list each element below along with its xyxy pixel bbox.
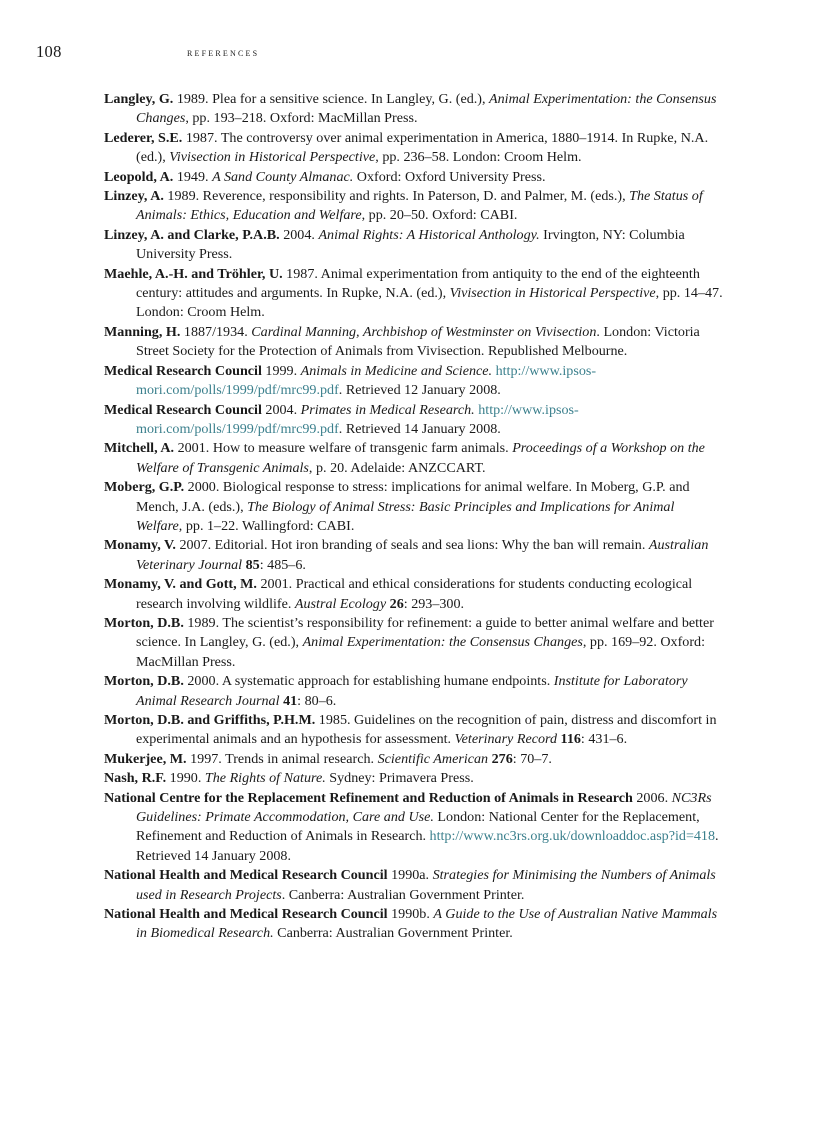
reference-title: Animal Experimentation: the Consensus Changes (302, 634, 583, 651)
reference-title: Australian Veterinary Journal (136, 537, 709, 573)
reference-author: Nash, R.F. (104, 770, 167, 787)
running-head: references (187, 47, 260, 59)
reference-text: 1990a. (387, 867, 433, 884)
reference-author: Morton, D.B. (104, 614, 184, 631)
reference-title: A Guide to the Use of Australian Native Mammals in Biomedical Research. (136, 906, 718, 942)
reference-entry (104, 362, 724, 401)
reference-entry (104, 226, 724, 265)
reference-entry (104, 750, 724, 769)
reference-entry (104, 187, 724, 226)
reference-text: 2001. Practical and ethical considerations for students conducting ecological research involving wildlife. (136, 576, 693, 612)
reference-text: 1949. (173, 168, 213, 185)
reference-entry (104, 614, 724, 672)
reference-text: 1987. Animal experimentation from antiquity to the end of the eighteenth century: attitudes and arguments. In Rupke, N.A. (ed.), (136, 265, 700, 302)
reference-text: : 80–6. (297, 692, 337, 709)
reference-author: Linzey, A. (104, 188, 164, 205)
reference-title: The Status of Animals: Ethics, Education and Welfare (136, 188, 703, 224)
reference-author: Moberg, G.P. (104, 479, 185, 496)
reference-author: National Health and Medical Research Council (104, 906, 388, 923)
reference-entry (104, 478, 724, 536)
reference-entry (104, 536, 724, 575)
reference-text: 1997. Trends in animal research. (186, 750, 378, 767)
reference-title: Vivisection in Historical Perspective (169, 149, 376, 166)
reference-entry (104, 575, 724, 614)
reference-title: The Biology of Animal Stress: Basic Principles and Implications for Animal Welfare (136, 498, 675, 534)
reference-list (104, 90, 724, 944)
reference-entry (104, 90, 724, 129)
reference-text: 1989. Plea for a sensitive science. In Langley, G. (ed.), (173, 91, 490, 107)
reference-text: 2001. How to measure welfare of transgenic farm animals. (174, 440, 513, 457)
reference-title: Veterinary Record (454, 731, 558, 748)
reference-author: National Health and Medical Research Council (104, 867, 388, 884)
reference-title: A Sand County Almanac. (212, 168, 354, 185)
reference-link[interactable]: http://www.ipsos-mori.com/polls/1999/pdf/mrc99.pdf (136, 362, 597, 399)
reference-author: Morton, D.B. and Griffiths, P.H.M. (104, 712, 316, 728)
reference-author: Morton, D.B. (104, 673, 184, 690)
reference-title: Animal Rights: A Historical Anthology. (318, 226, 540, 243)
reference-text: 1990. (166, 770, 205, 787)
reference-text: , pp. 193–218. Oxford: MacMillan Press. (185, 110, 418, 127)
reference-text: Sydney: Primavera Press. (325, 770, 474, 787)
reference-entry (104, 905, 724, 944)
reference-title: The Rights of Nature. (204, 770, 326, 787)
reference-author: Medical Research Council (104, 362, 262, 379)
reference-title: Scientific American (377, 750, 489, 767)
reference-text: 1999. (261, 362, 301, 379)
reference-entry (104, 265, 724, 323)
reference-author: Maehle, A.-H. and Tröhler, U. (104, 265, 283, 282)
reference-text: , pp. 14–47. London: Croom Helm. (136, 285, 723, 321)
reference-title: NC3Rs Guidelines: Primate Accommodation, Care and Use. (136, 789, 712, 826)
reference-text: 1989. The scientist’s responsibility for refinement: a guide to better animal welfare and better science. In Langley, G. (ed.), (136, 614, 714, 651)
reference-text: , pp. 236–58. London: Croom Helm. (375, 149, 582, 166)
reference-author: Monamy, V. (104, 537, 176, 554)
reference-volume: 85 (245, 556, 260, 573)
reference-volume: 116 (560, 731, 581, 748)
page-header (36, 42, 776, 62)
reference-text: 1985. Guidelines on the recognition of pain, distress and discomfort in experimental animals and an hypothesis for assessment. (136, 712, 717, 748)
reference-text: 2007. Editorial. Hot iron branding of seals and sea lions: Why the ban will remain. (175, 537, 649, 554)
reference-text: Irvington, NY: Columbia University Press. (136, 226, 685, 263)
reference-text: . Retrieved 14 January 2008. (338, 420, 501, 437)
reference-text: , pp. 169–92. Oxford: MacMillan Press. (136, 634, 705, 670)
reference-author: Mitchell, A. (104, 440, 175, 457)
reference-entry (104, 168, 724, 187)
reference-text: : 485–6. (259, 556, 306, 573)
reference-text: 2000. Biological response to stress: implications for animal welfare. In Moberg, G.P. and Mench, J.A. (eds.), (136, 479, 690, 515)
reference-author: Lederer, S.E. (104, 129, 183, 146)
reference-title: Animal Experimentation: the Consensus Changes (136, 91, 717, 127)
reference-title: Strategies for Minimising the Numbers of Animals used in Research Projects (136, 867, 716, 903)
reference-title: Animals in Medicine and Science. (300, 362, 493, 379)
reference-entry (104, 711, 724, 750)
reference-title: Austral Ecology (294, 595, 387, 612)
reference-entry (104, 789, 724, 867)
reference-text: : 431–6. (580, 731, 628, 748)
reference-author: Leopold, A. (104, 168, 174, 185)
reference-volume: 276 (491, 750, 513, 767)
reference-text: London: National Center for the Replacement, Refinement and Reduction of Animals in Research. (136, 809, 700, 845)
reference-title: Cardinal Manning, Archbishop of Westminster on Vivisection (251, 323, 597, 340)
reference-text: . Retrieved 14 January 2008. (136, 828, 719, 864)
reference-author: Langley, G. (104, 91, 174, 107)
reference-author: Linzey, A. and Clarke, P.A.B. (104, 226, 280, 243)
reference-title: Institute for Laboratory Animal Research Journal (136, 673, 688, 709)
reference-text: , pp. 20–50. Oxford: CABI. (361, 207, 518, 224)
page-number: 108 (36, 42, 62, 61)
reference-title: Vivisection in Historical Perspective (449, 285, 656, 302)
reference-text: . London: Victoria Street Society for the Protection of Animals from Vivisection. Republished Melbourne. (136, 323, 700, 360)
reference-text: . Canberra: Australian Government Printer. (281, 886, 525, 903)
reference-link[interactable]: http://www.nc3rs.org.uk/downloaddoc.asp?id=418 (429, 828, 716, 845)
reference-text: , p. 20. Adelaide: ANZCCART. (308, 459, 486, 476)
reference-volume: 41 (283, 692, 298, 709)
reference-text: 1987. The controversy over animal experimentation in America, 1880–1914. In Rupke, N.A. (ed.), (136, 129, 709, 166)
reference-entry (104, 129, 724, 168)
reference-author: National Centre for the Replacement Refinement and Reduction of Animals in Research (104, 789, 633, 806)
reference-entry (104, 672, 724, 711)
reference-text: 2000. A systematic approach for establishing humane endpoints. (183, 673, 554, 690)
reference-text: 1989. Reverence, responsibility and rights. In Paterson, D. and Palmer, M. (eds.), (163, 188, 630, 205)
reference-text: : 70–7. (512, 750, 552, 767)
reference-entry (104, 323, 724, 362)
reference-author: Medical Research Council (104, 401, 262, 418)
reference-text: : 293–300. (403, 595, 465, 612)
reference-text: . Retrieved 12 January 2008. (338, 382, 501, 399)
reference-text: Canberra: Australian Government Printer. (273, 925, 513, 942)
reference-text: 1990b. (387, 906, 434, 923)
reference-entry (104, 769, 724, 788)
reference-link[interactable]: http://www.ipsos-mori.com/polls/1999/pdf/mrc99.pdf (136, 401, 579, 437)
reference-entry (104, 866, 724, 905)
reference-title: Proceedings of a Workshop on the Welfare of Transgenic Animals (136, 440, 705, 476)
reference-title: Primates in Medical Research. (300, 401, 475, 418)
reference-volume: 26 (389, 595, 404, 612)
reference-text: Oxford: Oxford University Press. (353, 168, 546, 185)
reference-entry (104, 401, 724, 440)
reference-text: 2006. (632, 789, 672, 806)
reference-text: 2004. (261, 401, 301, 418)
reference-entry (104, 439, 724, 478)
reference-text: , pp. 1–22. Wallingford: CABI. (178, 517, 355, 534)
reference-text: 2004. (279, 226, 319, 243)
reference-author: Mukerjee, M. (104, 750, 187, 767)
reference-text: 1887/1934. (180, 323, 252, 340)
reference-author: Manning, H. (104, 323, 181, 340)
reference-author: Monamy, V. and Gott, M. (104, 576, 257, 593)
